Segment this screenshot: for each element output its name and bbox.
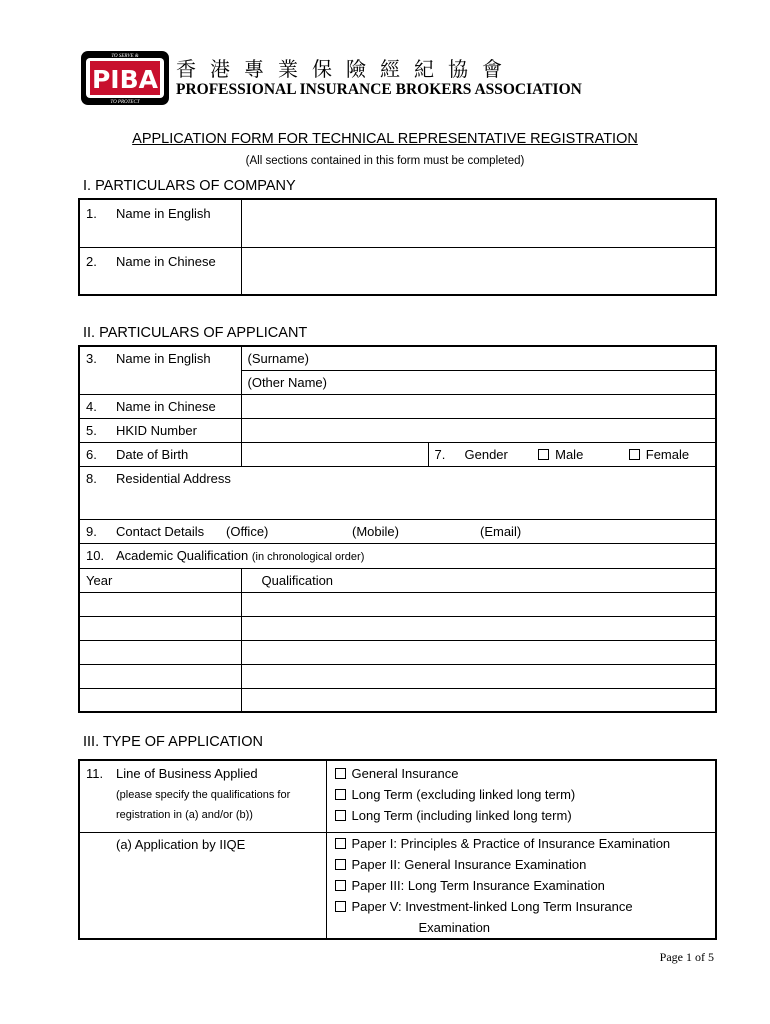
qualification-row[interactable] (79, 640, 716, 664)
date-of-birth-label: 6. Date of Birth (79, 442, 241, 466)
logo-top-text: TO SERVE & (111, 54, 139, 59)
form-subtitle: (All sections contained in this form must be completed) (245, 155, 525, 167)
iiqe-options (326, 832, 716, 939)
option-paper-1[interactable]: Paper I: Principles & Practice of Insurance Examination (335, 833, 716, 854)
academic-qualification-heading: 10. Academic Qualification (in chronological order) (79, 543, 716, 568)
option-paper-2[interactable]: Paper II: General Insurance Examination (335, 854, 716, 875)
company-name-english-row (79, 199, 716, 247)
applicant-name-chinese-label: 4. Name in Chinese (79, 394, 241, 418)
checkbox[interactable] (335, 768, 346, 779)
applicant-name-english-label: 3. Name in English (79, 346, 241, 394)
checkbox[interactable] (335, 859, 346, 870)
option-paper-5[interactable]: Paper V: Investment-linked Long Term Insurance (335, 896, 716, 917)
qualification-row[interactable] (79, 688, 716, 712)
qualification-column-header: Qualification (241, 568, 716, 592)
company-table (78, 198, 717, 296)
year-column-header: Year (79, 568, 241, 592)
checkbox[interactable] (335, 838, 346, 849)
company-name-english-field[interactable] (241, 199, 716, 247)
qualification-row[interactable] (79, 592, 716, 616)
section-3-heading: III. TYPE OF APPLICATION (83, 734, 263, 750)
date-of-birth-field[interactable] (241, 442, 428, 466)
application-type-table (78, 759, 717, 940)
logo-text: PIBA (91, 65, 159, 94)
hkid-label: 5. HKID Number (79, 418, 241, 442)
gender-male-checkbox[interactable] (538, 449, 549, 460)
logo-bottom-text: TO PROTECT (110, 100, 140, 105)
applicant-table (78, 345, 717, 713)
section-1-heading: I. PARTICULARS OF COMPANY (83, 178, 296, 194)
other-name-field[interactable]: (Other Name) (241, 370, 716, 394)
association-name-chinese: 香港專業保險經紀協會 (176, 57, 516, 81)
option-long-term-excluding-linked[interactable]: Long Term (excluding linked long term) (335, 784, 716, 805)
gender-cell: 7. Gender Male Female (428, 442, 716, 466)
form-title: APPLICATION FORM FOR TECHNICAL REPRESENTATIVE REGISTRATION (132, 131, 638, 147)
iiqe-application-label: (a) Application by IIQE (79, 832, 326, 939)
company-name-chinese-label: 2. Name in Chinese (79, 247, 241, 295)
line-of-business-options (326, 760, 716, 832)
surname-field[interactable]: (Surname) (241, 346, 716, 370)
company-name-chinese-field[interactable] (241, 247, 716, 295)
section-2-heading: II. PARTICULARS OF APPLICANT (83, 325, 308, 341)
option-paper-3[interactable]: Paper III: Long Term Insurance Examination (335, 875, 716, 896)
gender-female-checkbox[interactable] (629, 449, 640, 460)
company-name-chinese-row (79, 247, 716, 295)
option-general-insurance[interactable]: General Insurance (335, 763, 716, 784)
residential-address-field[interactable]: 8. Residential Address (79, 466, 716, 519)
piba-logo (80, 50, 170, 106)
qualification-row[interactable] (79, 664, 716, 688)
checkbox[interactable] (335, 901, 346, 912)
association-name-english: PROFESSIONAL INSURANCE BROKERS ASSOCIATION (176, 81, 582, 98)
checkbox[interactable] (335, 810, 346, 821)
line-of-business-label: 11. Line of Business Applied (please specify the qualifications for registration in (a) and/or (b)) (79, 760, 326, 832)
option-paper-5-continued: Examination (418, 919, 491, 935)
checkbox[interactable] (335, 880, 346, 891)
hkid-field[interactable] (241, 418, 716, 442)
option-long-term-including-linked[interactable]: Long Term (including linked long term) (335, 805, 716, 826)
checkbox[interactable] (335, 789, 346, 800)
contact-details-row[interactable]: 9. Contact Details (Office) (Mobile) (Email) (79, 519, 716, 543)
page-number: Page 1 of 5 (659, 950, 714, 964)
applicant-name-chinese-field[interactable] (241, 394, 716, 418)
qualification-row[interactable] (79, 616, 716, 640)
company-name-english-label: 1. Name in English (79, 199, 241, 247)
